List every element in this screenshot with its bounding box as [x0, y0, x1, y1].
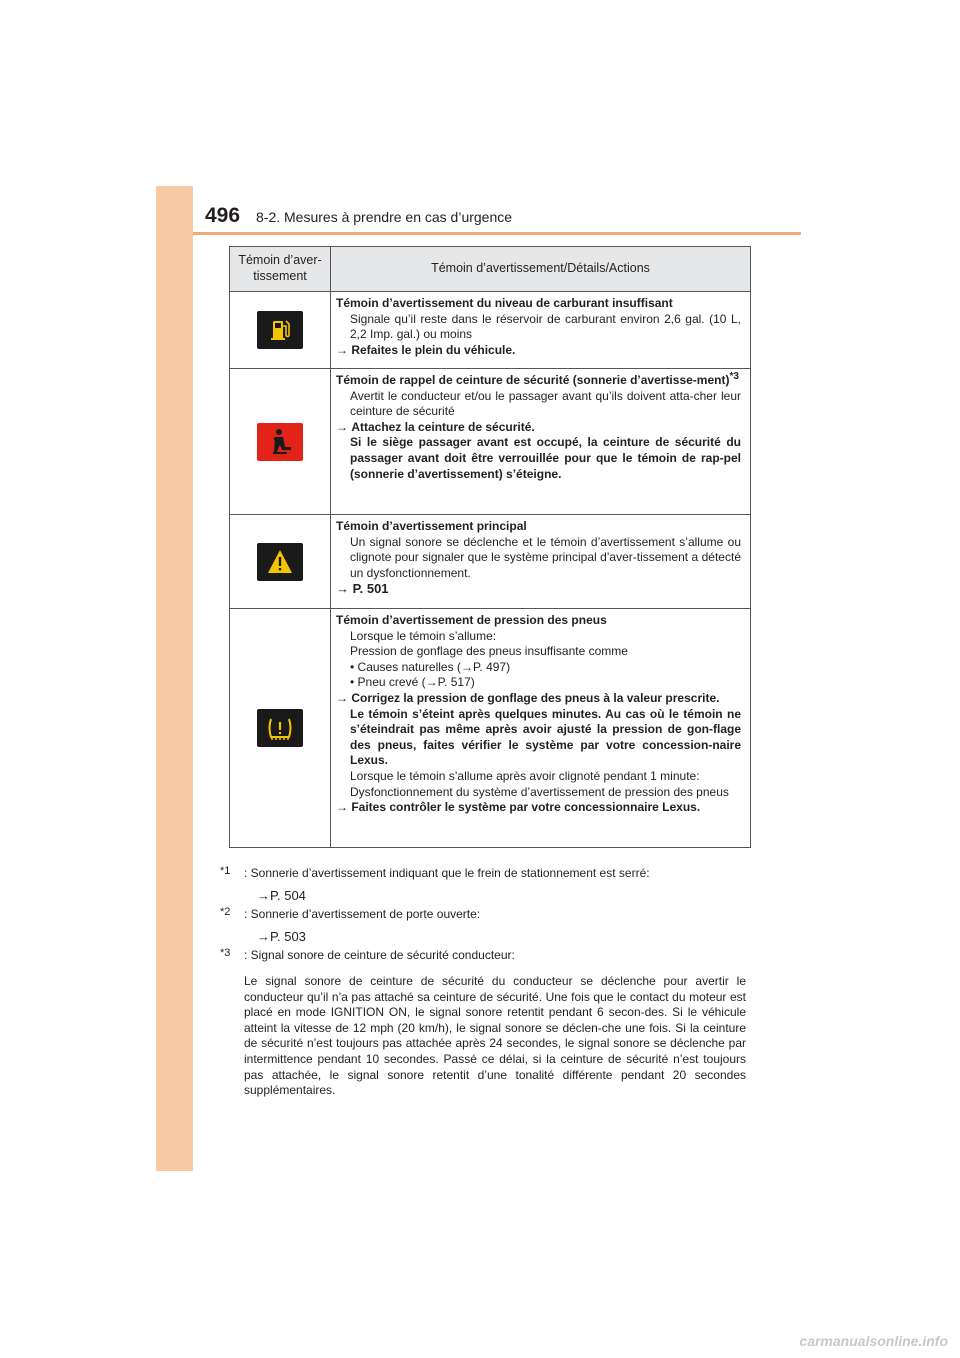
row-description: Pression de gonflage des pneus insuffisante comme [350, 644, 628, 659]
footnote: *2 : Sonnerie d’avertissement de porte ouverte: [220, 906, 481, 922]
list-item: • Causes naturelles (→P. 497) [350, 659, 511, 674]
arrow-icon: → [336, 581, 353, 597]
footnote: *3 : Signal sonore de ceinture de sécurité conducteur: [220, 947, 515, 963]
row-action-detail: Le témoin s’éteint après quelques minutes. Au cas où le témoin ne s’éteindrait pas même après avoir ajusté la pression de gon-flage des pneus, faites vérifier le système par votre concession-naire Lexus. [350, 706, 741, 768]
table-header-row [230, 247, 751, 292]
row-condition: Lorsque le témoin s’allume après avoir clignoté pendant 1 minute: [350, 768, 700, 783]
watermark: carmanualsonline.info [799, 1333, 948, 1349]
details-cell [331, 609, 751, 848]
details-cell [331, 369, 751, 515]
table-row-fuel [230, 292, 751, 369]
arrow-icon: → [257, 887, 270, 903]
details-cell [331, 515, 751, 609]
row-page-reference: → P. 501 [336, 581, 389, 597]
seatbelt-reminder-icon [257, 423, 303, 461]
arrow-icon: → [336, 690, 352, 705]
row-description: Dysfonctionnement du système d’avertissement de pression des pneus [350, 784, 729, 799]
arrow-icon: → [336, 800, 352, 815]
fuel-pump-icon [257, 311, 303, 349]
row-action: → Faites contrôler le système par votre concessionnaire Lexus. [336, 800, 701, 815]
icon-cell [230, 369, 331, 515]
footnote-page-reference: →P. 503 [257, 928, 306, 944]
tire-pressure-icon [257, 709, 303, 747]
row-action: → Refaites le plein du véhicule. [336, 342, 516, 357]
arrow-icon: → [257, 928, 270, 944]
page-number: 496 [205, 204, 241, 227]
list-item: • Pneu crevé (→P. 517) [350, 675, 475, 690]
icon-cell [230, 609, 331, 848]
row-description: Signale qu’il reste dans le réservoir de carburant environ 2,6 gal. (10 L, 2,2 Imp. gal.) ou moins [350, 311, 741, 342]
footnotes [220, 866, 746, 1099]
header-rule [193, 232, 801, 235]
footnote-mark: *1 [220, 865, 231, 877]
footnote-body: Le signal sonore de ceinture de sécurité du conducteur se déclenche pour avertir le conducteur qu’il n’a pas attaché sa ceinture de sécurité. Une fois que le contact du moteur est placé en mode IGNITION ON, le signal sonore retentit pendant 6 secon-des. Si le véhicule atteint la vitesse de 12 mph (20 km/h), le signal sonore se déclen-che une fois. Si la ceinture de sécurité n’est toujours pas attachée après 24 secondes, le signal sonore se déclenche par intermittence pendant 10 secondes. Passé ce délai, si la ceinture de sécurité n’est toujours pas attachée, le signal sonore retentit d’une tonalité différente pendant 20 secondes supplémentaires. [244, 973, 746, 1098]
footnote: *1 : Sonnerie d’avertissement indiquant que le frein de stationnement est serré: [220, 865, 650, 880]
row-description: Avertit le conducteur et/ou le passager avant qu’ils doivent atta-cher leur ceinture de sécurité [350, 388, 741, 419]
row-action-detail: Si le siège passager avant est occupé, la ceinture de sécurité du passager avant doit être verrouillée pour que le témoin de rap-pel (sonnerie d’avertissement) s’éteigne. [350, 435, 741, 481]
chapter-side-tab [156, 186, 193, 1171]
arrow-icon: → [336, 342, 352, 357]
master-warning-icon [257, 543, 303, 581]
footnote-page-reference: →P. 504 [257, 887, 306, 903]
row-title: Témoin d’avertissement de pression des pneus [336, 613, 607, 627]
section-title: 8-2. Mesures à prendre en cas d’urgence [256, 209, 513, 225]
table-row-master-warning [230, 515, 751, 609]
arrow-icon: → [460, 659, 473, 674]
row-action: → Attachez la ceinture de sécurité. [336, 419, 535, 434]
row-title: Témoin d’avertissement du niveau de carburant insuffisant [336, 296, 673, 310]
arrow-icon: → [425, 675, 438, 690]
row-description: Un signal sonore se déclenche et le témoin d’avertissement s’allume ou clignote pour signaler que le système principal d’aver-tissement a détecté un dysfonctionnement. [350, 534, 741, 580]
row-condition: Lorsque le témoin s’allume: [350, 628, 497, 643]
row-action: → Corrigez la pression de gonflage des pneus à la valeur prescrite. [336, 690, 720, 705]
footnote-mark: *3 [220, 947, 231, 960]
arrow-icon: → [336, 419, 352, 434]
row-title: Témoin de rappel de ceinture de sécurité (sonnerie d’avertisse-ment)$^{*3}$ [336, 371, 739, 387]
table-row-seatbelt [230, 369, 751, 515]
column-header-details: Témoin d’avertissement/Détails/Actions [331, 247, 751, 292]
details-cell [331, 292, 751, 369]
icon-cell [230, 515, 331, 609]
warning-lights-table [229, 246, 751, 848]
footnote-mark: *2 [220, 906, 231, 919]
icon-cell [230, 292, 331, 369]
row-title: Témoin d’avertissement principal [336, 519, 527, 533]
column-header-light: Témoin d’aver-tissement [230, 247, 331, 292]
table-row-tire-pressure [230, 609, 751, 848]
